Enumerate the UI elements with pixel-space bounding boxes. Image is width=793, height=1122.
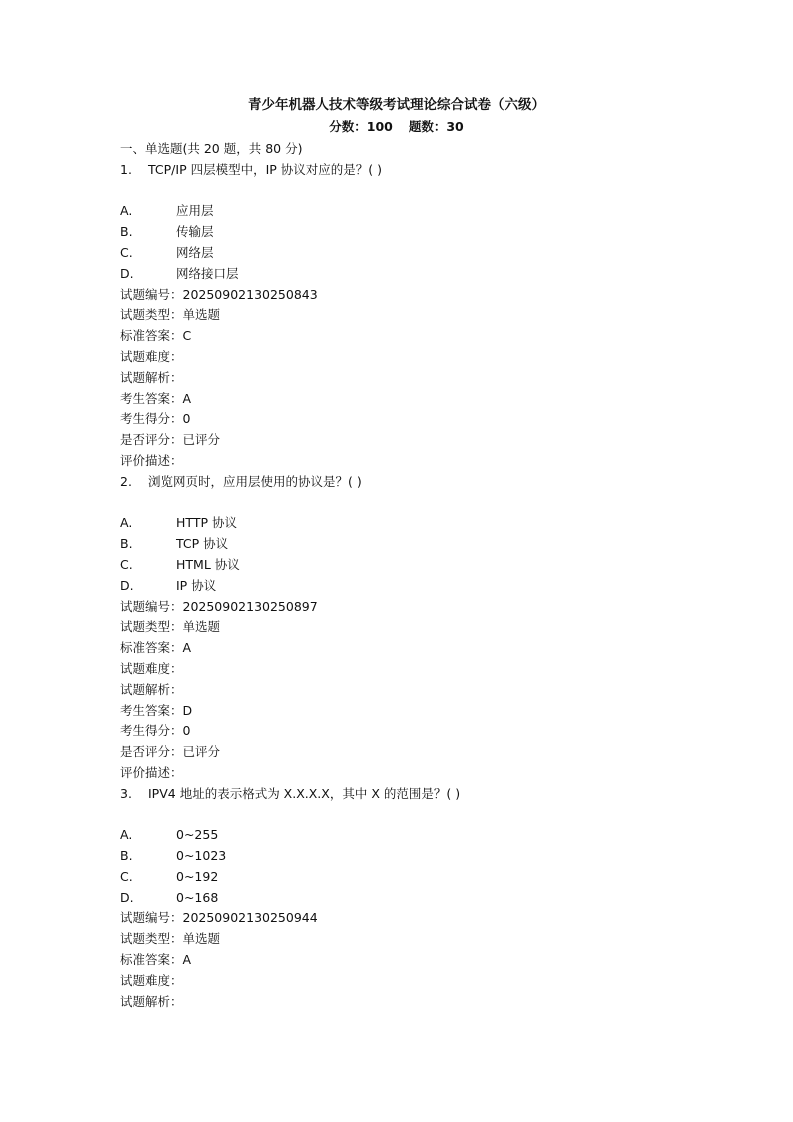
option-letter: B. <box>120 848 133 864</box>
standard-answer: 标准答案：A <box>120 952 192 968</box>
section-heading: 一、单选题(共 20 题，共 80 分) <box>120 141 303 156</box>
score-summary <box>0 118 793 136</box>
option-letter: A. <box>120 515 133 531</box>
option-letter: D. <box>120 265 134 281</box>
question-id: 试题编号：20250902130250944 <box>120 910 318 926</box>
question-type: 试题类型：单选题 <box>120 619 221 635</box>
question-stem <box>120 784 720 805</box>
evaluation-description: 评价描述： <box>120 452 183 468</box>
question-text: 浏览网页时，应用层使用的协议是？( ) <box>148 473 362 489</box>
exam-body <box>120 139 720 1012</box>
standard-answer: 标准答案：C <box>120 328 192 344</box>
option-a <box>120 201 720 222</box>
standard-answer: 标准答案：A <box>120 640 192 656</box>
candidate-score: 考生得分：0 <box>120 723 191 739</box>
graded-status: 是否评分：已评分 <box>120 744 221 760</box>
option-text: TCP 协议 <box>176 536 229 552</box>
option-c <box>120 555 720 576</box>
option-letter: C. <box>120 868 133 884</box>
option-letter: A. <box>120 827 133 843</box>
question-difficulty: 试题难度： <box>120 972 183 988</box>
option-text: 0~255 <box>176 827 219 843</box>
option-a <box>120 825 720 846</box>
question-number: 3. <box>120 785 132 801</box>
option-text: HTTP 协议 <box>176 515 237 531</box>
option-d <box>120 888 720 909</box>
option-b <box>120 846 720 867</box>
option-a <box>120 513 720 534</box>
option-letter: A. <box>120 203 133 219</box>
option-text: 传输层 <box>176 224 214 240</box>
option-d <box>120 576 720 597</box>
option-letter: D. <box>120 889 134 905</box>
option-b <box>120 534 720 555</box>
page-title: 青少年机器人技术等级考试理论综合试卷（六级） <box>248 97 545 113</box>
option-text: 0~168 <box>176 889 219 905</box>
option-letter: C. <box>120 244 133 260</box>
option-d <box>120 264 720 285</box>
question-stem <box>120 160 720 181</box>
option-text: 0~1023 <box>176 848 227 864</box>
option-text: 0~192 <box>176 868 219 884</box>
option-c <box>120 243 720 264</box>
option-c <box>120 867 720 888</box>
question-number: 2. <box>120 473 132 489</box>
candidate-answer: 考生答案：A <box>120 390 192 406</box>
question-id: 试题编号：20250902130250843 <box>120 286 318 302</box>
question-type: 试题类型：单选题 <box>120 307 221 323</box>
question-id: 试题编号：20250902130250897 <box>120 598 318 614</box>
question-difficulty: 试题难度： <box>120 660 183 676</box>
option-letter: B. <box>120 224 133 240</box>
question-text: IPV4 地址的表示格式为 X.X.X.X，其中 X 的范围是？( ) <box>148 785 461 801</box>
question-type: 试题类型：单选题 <box>120 931 221 947</box>
question-count-label: 题数：30 <box>408 119 464 134</box>
option-b <box>120 222 720 243</box>
option-letter: D. <box>120 577 134 593</box>
candidate-score: 考生得分：0 <box>120 411 191 427</box>
question-number: 1. <box>120 161 132 177</box>
option-letter: B. <box>120 536 133 552</box>
question-text: TCP/IP 四层模型中，IP 协议对应的是？( ) <box>148 161 383 177</box>
question-1 <box>120 160 720 472</box>
question-analysis: 试题解析： <box>120 681 183 697</box>
question-stem <box>120 472 720 493</box>
score-label: 分数：100 <box>329 119 393 134</box>
option-text: 网络层 <box>176 244 214 260</box>
option-text: HTML 协议 <box>176 556 240 572</box>
question-difficulty: 试题难度： <box>120 348 183 364</box>
option-letter: C. <box>120 556 133 572</box>
evaluation-description: 评价描述： <box>120 764 183 780</box>
graded-status: 是否评分：已评分 <box>120 432 221 448</box>
option-text: 网络接口层 <box>176 265 239 281</box>
candidate-answer: 考生答案：D <box>120 702 193 718</box>
question-2 <box>120 472 720 784</box>
option-text: IP 协议 <box>176 577 217 593</box>
option-text: 应用层 <box>176 203 214 219</box>
question-3 <box>120 784 720 1013</box>
question-analysis: 试题解析： <box>120 369 183 385</box>
question-analysis: 试题解析： <box>120 993 183 1009</box>
